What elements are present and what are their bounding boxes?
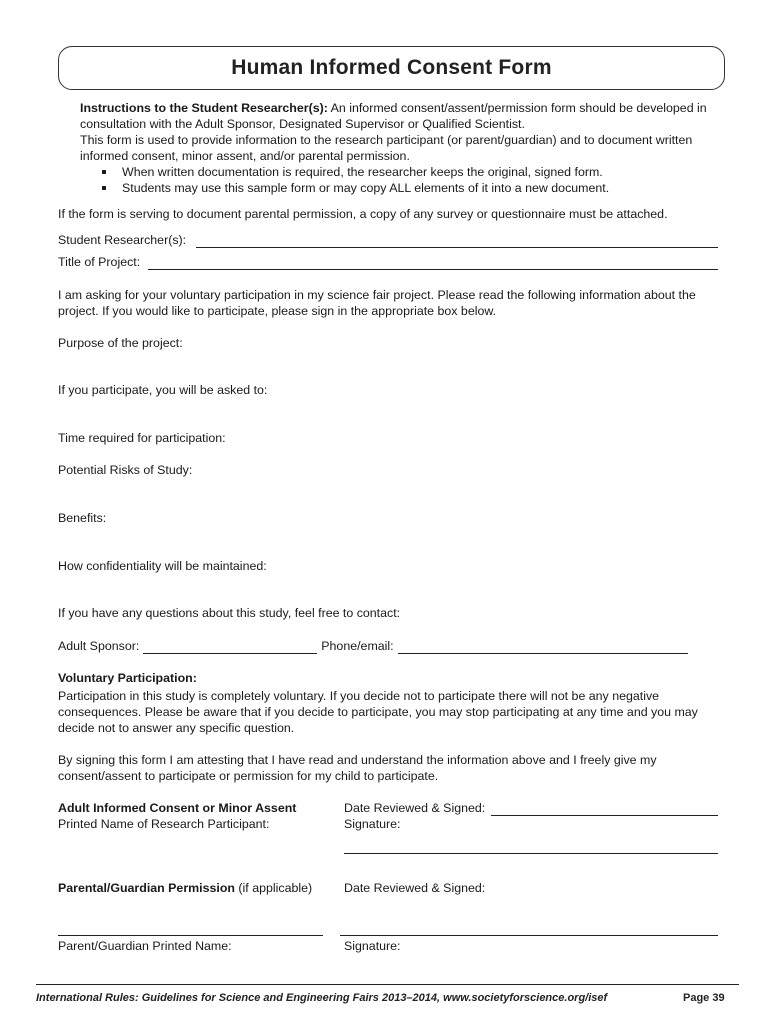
instructions-text-1: An informed consent/assent/permission form should be developed in consultation with the Adult Sponsor, Designated Supervisor or Qualified Scientist. <box>80 101 707 131</box>
intro-paragraph: I am asking for your voluntary participation in my science fair project. Please read the following information about the project. If you would like to participate, please sign in the appropriate box below. <box>58 288 696 318</box>
participate-label: If you participate, you will be asked to: <box>58 383 268 397</box>
date-signed-label-1: Date Reviewed & Signed: <box>344 801 486 815</box>
phone-email-label: Phone/email: <box>321 639 394 653</box>
time-required-label: Time required for participation: <box>58 431 226 445</box>
contact-row <box>58 638 688 654</box>
form-title: Human Informed Consent Form <box>231 56 552 79</box>
instructions-bullet: When written documentation is required, the researcher keeps the original, signed form. <box>122 164 720 180</box>
adult-sponsor-field[interactable] <box>143 642 317 654</box>
student-researchers-row <box>58 232 718 248</box>
voluntary-text: Participation in this study is completely voluntary. If you decide not to participate there will not be any negative consequences. Please be aware that if you decide to participate, you may stop participating at any time and you may decide not to answer any specific question. <box>58 689 698 735</box>
benefits-label: Benefits: <box>58 511 107 525</box>
instructions-block <box>80 100 720 196</box>
instructions-lead: Instructions to the Student Researcher(s): <box>80 101 328 115</box>
printed-name-label: Printed Name of Research Participant: <box>58 817 270 831</box>
risks-label: Potential Risks of Study: <box>58 463 193 477</box>
phone-email-field[interactable] <box>398 642 688 654</box>
attach-note: If the form is serving to document parental permission, a copy of any survey or questionnaire must be attached. <box>58 207 668 221</box>
title-of-project-label: Title of Project: <box>58 255 141 269</box>
footer-divider <box>36 984 739 985</box>
purpose-label: Purpose of the project: <box>58 336 183 350</box>
date-signed-row-1 <box>344 800 718 816</box>
parent-printed-name-label: Parent/Guardian Printed Name: <box>58 939 232 953</box>
signature-field-2[interactable] <box>340 935 718 936</box>
parent-printed-name-field[interactable] <box>58 935 323 936</box>
instructions-bullets <box>80 164 720 196</box>
date-signed-label-2: Date Reviewed & Signed: <box>344 881 486 895</box>
instructions-paragraph <box>80 100 720 132</box>
confidentiality-label: How confidentiality will be maintained: <box>58 559 267 573</box>
parental-heading-suffix: (if applicable) <box>234 881 313 895</box>
title-of-project-row <box>58 254 718 270</box>
title-of-project-field[interactable] <box>148 258 718 270</box>
footer-text: International Rules: Guidelines for Science and Engineering Fairs 2013–2014, www.societyforscience.org/isef <box>36 992 608 1004</box>
voluntary-heading: Voluntary Participation: <box>58 671 197 685</box>
page-number: Page 39 <box>683 992 725 1004</box>
student-researchers-label: Student Researcher(s): <box>58 233 187 247</box>
parental-heading: Parental/Guardian Permission <box>58 881 235 895</box>
signature-label-2: Signature: <box>344 939 401 953</box>
adult-sponsor-label: Adult Sponsor: <box>58 639 140 653</box>
questions-label: If you have any questions about this study, feel free to contact: <box>58 606 401 620</box>
form-title-box <box>58 46 725 90</box>
date-signed-field-1[interactable] <box>491 804 718 816</box>
signature-label-1: Signature: <box>344 817 401 831</box>
student-researchers-field[interactable] <box>196 236 718 248</box>
instructions-bullet: Students may use this sample form or may copy ALL elements of it into a new document. <box>122 180 720 196</box>
adult-consent-heading: Adult Informed Consent or Minor Assent <box>58 801 297 815</box>
instructions-text-2: This form is used to provide information to the research participant (or parent/guardian) and to document written informed consent, minor assent, and/or parental permission. <box>80 133 693 163</box>
signature-field-1[interactable] <box>344 853 718 854</box>
attesting-text: By signing this form I am attesting that I have read and understand the information above and I freely give my consent/assent to participate or permission for my child to participate. <box>58 753 657 783</box>
parental-heading-line <box>58 880 312 896</box>
